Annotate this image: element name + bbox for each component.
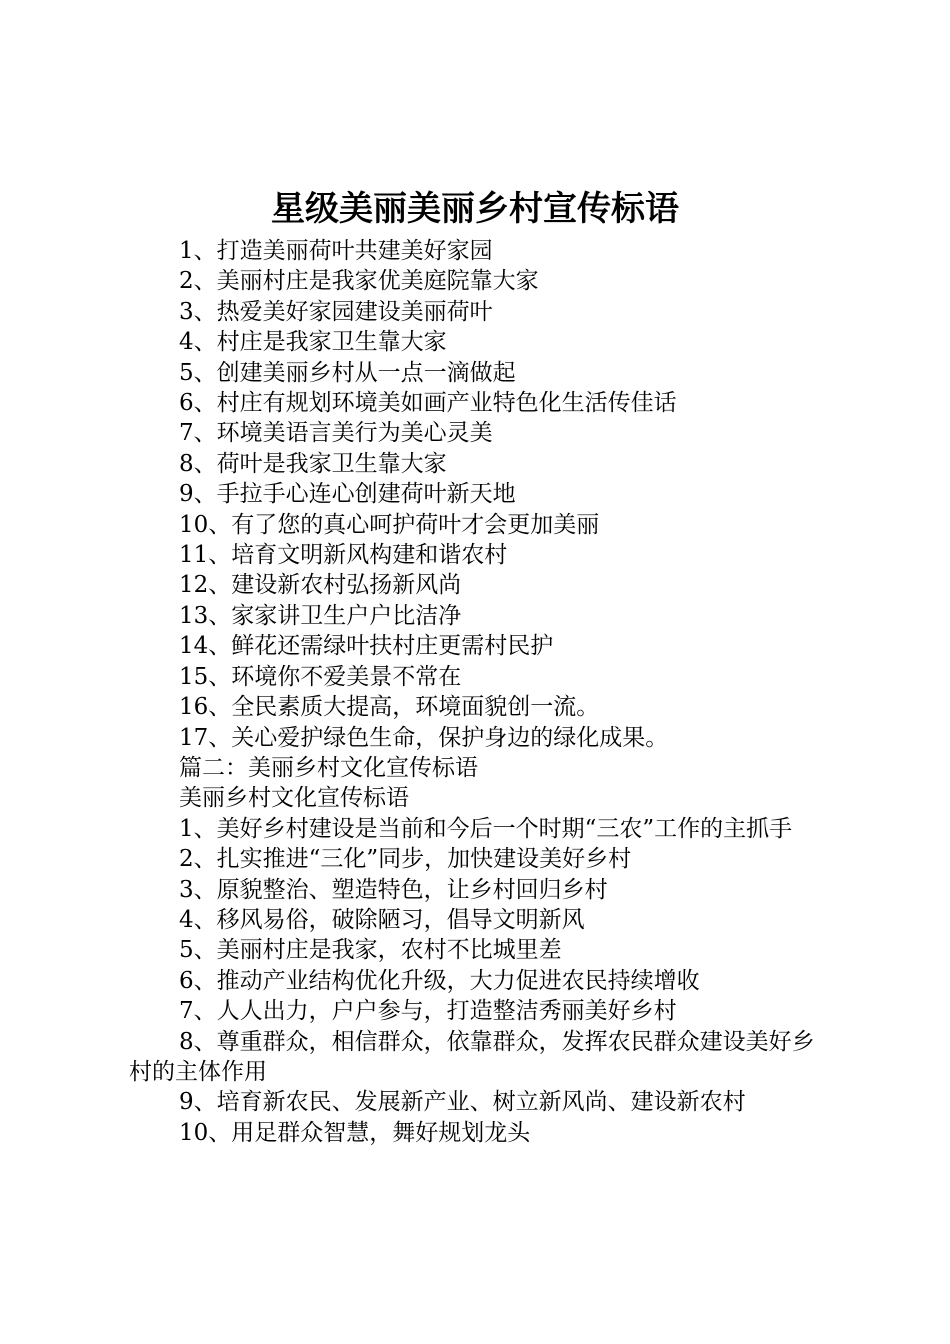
paragraph: 1、打造美丽荷叶共建美好家园 — [179, 238, 493, 264]
paragraph: 5、创建美丽乡村从一点一滴做起 — [179, 359, 516, 386]
section-subheading: 美丽乡村文化宣传标语 — [179, 785, 409, 812]
paragraph: 10、有了您的真心呵护荷叶才会更加美丽 — [179, 511, 600, 538]
paragraph: 6、推动产业结构优化升级，大力促进农民持续增收 — [179, 967, 700, 994]
paragraph: 14、鲜花还需绿叶扶村庄更需村民护 — [179, 633, 554, 660]
paragraph: 5、美丽村庄是我家，农村不比城里差 — [179, 937, 562, 964]
paragraph: 12、建设新农村弘扬新风尚 — [179, 572, 462, 599]
paragraph: 3、热爱美好家园建设美丽荷叶 — [179, 298, 493, 325]
paragraph: 16、全民素质大提高，环境面貌创一流。 — [179, 694, 600, 721]
paragraph: 6、村庄有规划环境美如画产业特色化生活传佳话 — [179, 390, 677, 417]
paragraph: 13、家家讲卫生户户比洁净 — [179, 602, 462, 629]
paragraph: 9、培育新农民、发展新产业、树立新风尚、建设新农村 — [179, 1089, 746, 1116]
paragraph: 4、移风易俗，破除陋习，倡导文明新风 — [179, 906, 585, 933]
paragraph: 3、原貌整治、塑造特色，让乡村回归乡村 — [179, 876, 608, 903]
paragraph: 10、用足群众智慧，舞好规划龙头 — [179, 1119, 531, 1146]
paragraph: 2、扎实推进“三化”同步，加快建设美好乡村 — [179, 846, 632, 873]
document-body — [129, 236, 834, 1148]
paragraph: 8、荷叶是我家卫生靠大家 — [179, 450, 447, 477]
paragraph: 7、人人出力，户户参与，打造整洁秀丽美好乡村 — [179, 998, 677, 1025]
paragraph: 11、培育文明新风构建和谐农村 — [179, 542, 508, 569]
paragraph: 17、关心爱护绿色生命，保护身边的绿化成果。 — [179, 724, 669, 751]
paragraph: 4、村庄是我家卫生靠大家 — [179, 329, 447, 356]
paragraph: 15、环境你不爱美景不常在 — [179, 663, 462, 690]
paragraph: 2、美丽村庄是我家优美庭院靠大家 — [179, 268, 539, 295]
paragraph: 8、尊重群众，相信群众，依靠群众，发挥农民群众建设美好乡村的主体作用 — [129, 1028, 815, 1085]
paragraph: 7、环境美语言美行为美心灵美 — [179, 420, 493, 447]
section-heading: 篇二：美丽乡村文化宣传标语 — [179, 754, 478, 781]
paragraph: 1、美好乡村建设是当前和今后一个时期“三农”工作的主抓手 — [179, 815, 793, 842]
paragraph: 9、手拉手心连心创建荷叶新天地 — [179, 481, 516, 508]
document-title: 星级美丽美丽乡村宣传标语 — [271, 189, 679, 229]
